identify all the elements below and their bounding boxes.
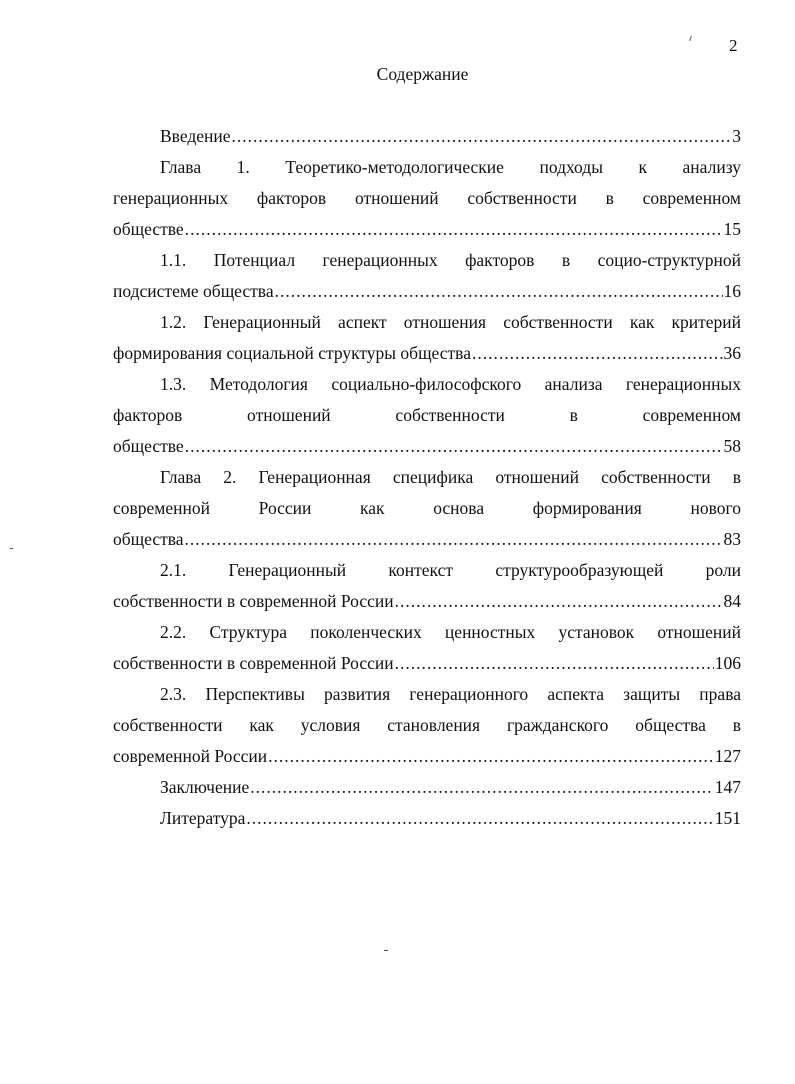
toc-leader-dots [395, 648, 714, 679]
toc-leader-dots [232, 121, 732, 152]
page-number: 2 [729, 36, 738, 55]
scan-speck [10, 548, 13, 549]
toc-label: Заключение [160, 777, 250, 797]
toc-page-number: 84 [723, 591, 741, 611]
toc-entry-s21-line1: 2.1. Генерационный контекст структурообразующей роли [160, 560, 741, 580]
toc-entry-s23-line1: 2.3. Перспективы развития генерационного аспекта защиты права [160, 684, 741, 704]
toc-label: обществе [113, 219, 184, 239]
toc-leader-dots [395, 586, 723, 617]
toc-entry-s23-line2: собственности как условия становления гражданского общества в [113, 715, 741, 735]
toc-label: формирования социальной структуры общества [113, 343, 471, 363]
toc-entry-ch2-end [113, 524, 741, 555]
toc-leader-dots [185, 214, 723, 245]
toc-page-number: 15 [723, 219, 741, 239]
toc-entry-s11-line1: 1.1. Потенциал генерационных факторов в социо-структурной [160, 250, 741, 270]
toc-entry-ch1-end [113, 214, 741, 245]
toc-entry-s13-line2: факторов отношений собственности в современном [113, 405, 741, 425]
scan-speck [384, 950, 388, 951]
toc-entry-literature [113, 803, 741, 834]
toc-entry-s22-end [113, 648, 741, 679]
toc-leader-dots [185, 524, 723, 555]
toc-label: общества [113, 529, 184, 549]
toc-label: Литература [160, 808, 246, 828]
toc-entry-conclusion [113, 772, 741, 803]
table-of-contents [113, 121, 741, 834]
toc-entry-ch1-line1: Глава 1. Теоретико-методологические подходы к анализу [160, 157, 741, 177]
toc-entry-s23-end [113, 741, 741, 772]
toc-label: подсистеме общества [113, 281, 274, 301]
toc-entry-s11-end [113, 276, 741, 307]
toc-entry-s12-line1: 1.2. Генерационный аспект отношения собственности как критерий [160, 312, 741, 332]
toc-entry-s22-line1: 2.2. Структура поколенческих ценностных установок отношений [160, 622, 741, 642]
toc-page-number: 151 [714, 808, 741, 828]
toc-entry-s21-end [113, 586, 741, 617]
toc-leader-dots [275, 276, 723, 307]
toc-page-number: 83 [723, 529, 741, 549]
toc-entry-ch2-line1: Глава 2. Генерационная специфика отношений собственности в [160, 467, 741, 487]
scan-speck [689, 36, 692, 41]
toc-entry-ch1-line2: генерационных факторов отношений собственности в современном [113, 188, 741, 208]
toc-leader-dots [185, 431, 723, 462]
toc-entry-s13-end [113, 431, 741, 462]
toc-page-number: 3 [732, 126, 741, 146]
toc-label: собственности в современной России [113, 591, 394, 611]
toc-entry-intro [113, 121, 741, 152]
toc-label: обществе [113, 436, 184, 456]
toc-label: собственности в современной России [113, 653, 394, 673]
toc-label: современной России [113, 746, 268, 766]
toc-leader-dots [472, 338, 723, 369]
toc-page-number: 106 [714, 653, 741, 673]
toc-label: Введение [160, 126, 231, 146]
toc-page-number: 36 [723, 343, 741, 363]
page-title: Содержание [376, 64, 469, 84]
toc-page-number: 58 [723, 436, 741, 456]
toc-page-number: 127 [714, 746, 741, 766]
toc-page-number: 147 [714, 777, 741, 797]
toc-leader-dots [250, 772, 714, 803]
toc-entry-s13-line1: 1.3. Методология социально-философского анализа генерационных [160, 374, 741, 394]
toc-page-number: 16 [723, 281, 741, 301]
toc-entry-ch2-line2: современной России как основа формирования нового [113, 498, 741, 518]
toc-leader-dots [246, 803, 713, 834]
toc-entry-s12-end [113, 338, 741, 369]
toc-leader-dots [268, 741, 714, 772]
